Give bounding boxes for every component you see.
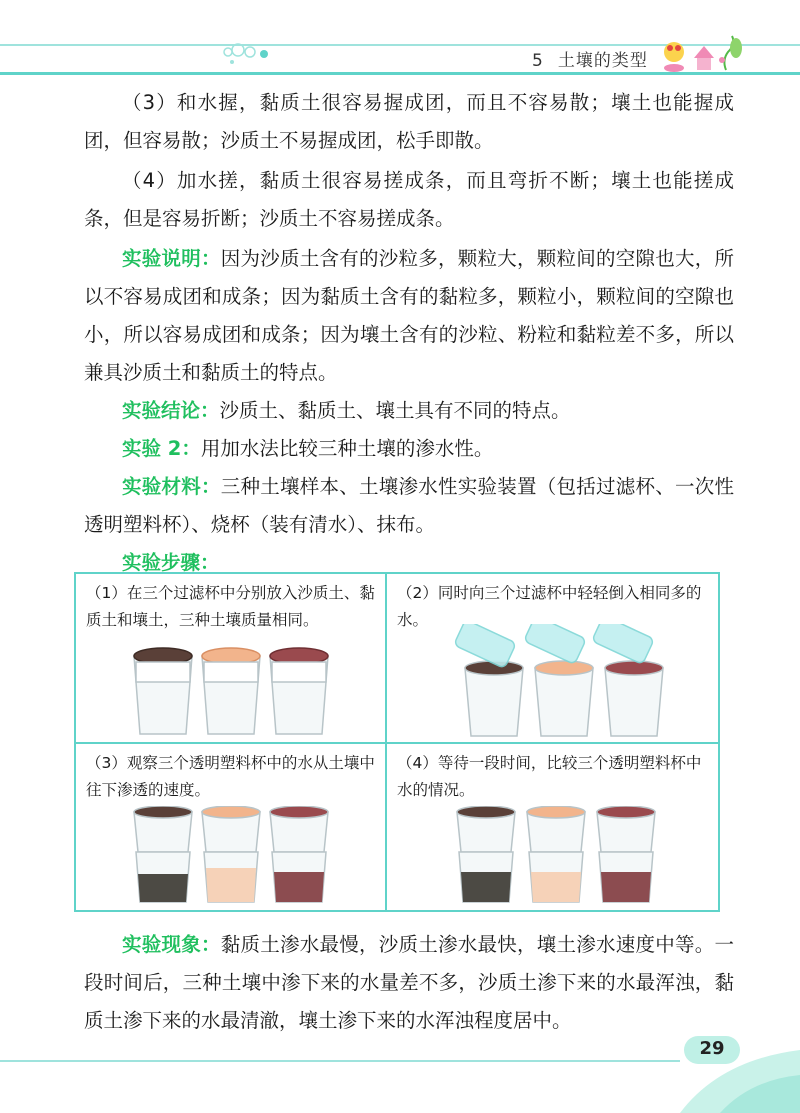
explanation-text: 因为沙质土含有的沙粒多，颗粒大，颗粒间的空隙也大，所以不容易成团和成条；因为黏质土含有的黏粒多，颗粒小，颗粒间的空隙也小，所以容易成团和成条；因为壤土含有的沙粒、粉粒和黏粒差不多，所以兼具沙质土和黏质土的特点。: [84, 247, 734, 384]
paragraph-experiment-2: [84, 430, 734, 468]
seepage-illustration: [76, 806, 387, 908]
chapter-number: 5: [532, 51, 544, 71]
paragraph-conclusion: [84, 392, 734, 430]
pouring-water-illustration: [387, 624, 718, 742]
paragraph-explanation: [84, 240, 734, 392]
bubbles-decoration-icon: [220, 36, 280, 72]
step-4-text: （4）等待一段时间，比较三个透明塑料杯中水的情况。: [397, 754, 702, 799]
experiment-2-label: 实验 2：: [122, 437, 201, 460]
paragraph-phenomenon: [84, 926, 734, 1040]
step-cell-3: [76, 744, 387, 910]
step-3-text: （3）观察三个透明塑料杯中的水从土壤中往下渗透的速度。: [86, 754, 375, 799]
comparison-illustration: [387, 806, 718, 908]
step-1-text: （1）在三个过滤杯中分别放入沙质土、黏质土和壤土，三种土壤质量相同。: [86, 584, 375, 629]
chapter-title: 土壤的类型: [557, 51, 648, 71]
materials-text: 三种土壤样本、土壤渗水性实验装置（包括过滤杯、一次性透明塑料杯）、烧杯（装有清水）、抹布。: [84, 475, 734, 536]
experiment-steps-table: [74, 572, 720, 912]
chapter-heading: [532, 46, 648, 71]
step-cell-1: [76, 574, 387, 744]
step-cell-4: [387, 744, 718, 910]
conclusion-text: 沙质土、黏质土、壤土具有不同的特点。: [219, 399, 571, 422]
conclusion-label: 实验结论：: [122, 399, 220, 422]
paragraph-step-3: （3）和水握，黏质土很容易握成团，而且不容易散；壤土也能握成团，但容易散；沙质土不易握成团，松手即散。: [84, 91, 734, 152]
explanation-label: 实验说明：: [122, 247, 221, 270]
step-cell-2: [387, 574, 718, 744]
experiment-2-text: 用加水法比较三种土壤的渗水性。: [200, 437, 494, 460]
paragraph-materials: [84, 468, 734, 544]
steps-label: 实验步骤：: [122, 551, 220, 574]
cup-loam-soil: [270, 648, 328, 734]
materials-label: 实验材料：: [122, 475, 221, 498]
three-cups-soil-illustration: [76, 636, 387, 742]
footer-rule: [0, 1060, 680, 1062]
page-body: [84, 84, 734, 582]
footer-wave-decoration-icon: [640, 1020, 800, 1113]
step-2-text: （2）同时向三个过滤杯中轻轻倒入相同多的水。: [397, 584, 702, 629]
cup-clay-soil: [202, 648, 260, 734]
paragraph-step-4: （4）加水搓，黏质土很容易搓成条，而且弯折不断；壤土也能搓成条，但是容易折断；沙质土不容易搓成条。: [84, 169, 734, 230]
phenomenon-text: 黏质土渗水最慢，沙质土渗水最快，壤土渗水速度中等。一段时间后，三种土壤中渗下来的水量差不多，沙质土渗下来的水最浑浊，黏质土渗下来的水最清澈，壤土渗下来的水浑浊程度居中。: [84, 933, 734, 1032]
page-number: 29: [699, 1038, 725, 1059]
cartoon-decoration-icon: [660, 30, 750, 74]
cup-sandy-soil: [134, 648, 192, 734]
phenomenon-label: 实验现象：: [122, 933, 221, 956]
